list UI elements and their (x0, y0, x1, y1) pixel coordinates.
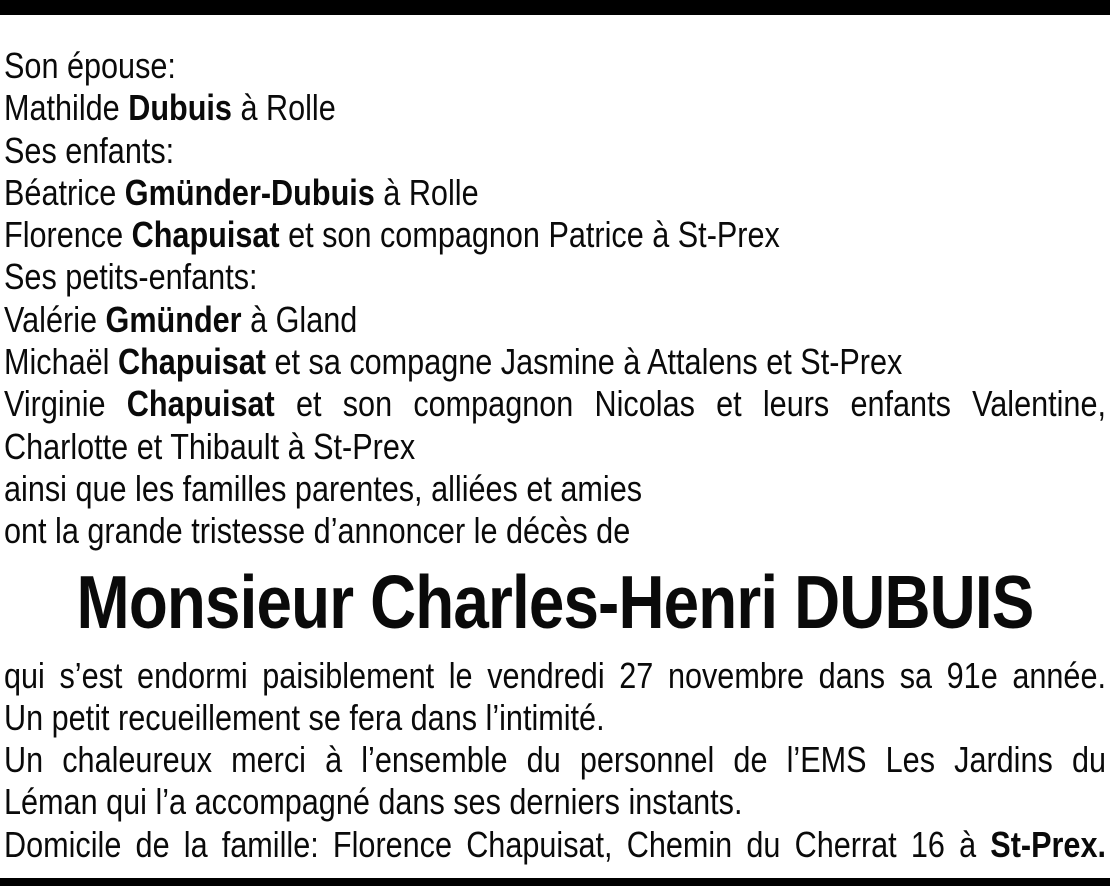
text-segment: Un petit recueillement se fera dans l’intimité. (4, 696, 605, 738)
notice-line (4, 510, 1106, 552)
text-segment: et sa compagne Jasmine à Attalens et St-Prex (265, 341, 903, 383)
bottom-border-rule (0, 878, 1110, 886)
deceased-name-title: Monsieur Charles-Henri DUBUIS (76, 559, 1034, 644)
notice-content (4, 45, 1106, 866)
bold-name-segment: Chapuisat (117, 341, 266, 383)
notice-line (4, 87, 1106, 129)
text-segment: Ses petits-enfants: (4, 256, 258, 298)
text-segment: et son compagnon Patrice à St-Prex (279, 214, 780, 256)
bold-name-segment: Dubuis (128, 87, 232, 129)
notice-line (4, 697, 1106, 739)
notice-line (4, 781, 1106, 823)
text-segment: à Rolle (374, 171, 479, 213)
text-segment: Florence (4, 214, 132, 256)
bold-name-segment: Chapuisat (126, 383, 275, 425)
text-segment: ainsi que les familles parentes, alliées et amies (4, 467, 643, 509)
text-segment: ont la grande tristesse d’annoncer le décès de (4, 510, 631, 552)
text-segment: à Rolle (231, 87, 336, 129)
text-segment: Léman qui l’a accompagné dans ses derniers instants. (4, 781, 743, 823)
bold-name-segment: St-Prex. (990, 823, 1106, 865)
details-lines-block (4, 655, 1106, 866)
text-segment: qui s’est endormi paisiblement le vendredi 27 novembre dans sa 91e année. (4, 654, 1106, 696)
text-segment: Virginie (4, 383, 127, 425)
text-segment: et son compagnon Nicolas et leurs enfants Valentine, (274, 383, 1106, 425)
text-segment: Mathilde (4, 87, 129, 129)
notice-line (4, 341, 1106, 383)
text-segment: Valérie (4, 298, 106, 340)
notice-line (4, 256, 1106, 298)
notice-line (4, 172, 1106, 214)
family-lines-block (4, 45, 1106, 553)
notice-line (4, 45, 1106, 87)
bold-name-segment: Chapuisat (131, 214, 280, 256)
notice-line (4, 214, 1106, 256)
notice-line (4, 299, 1106, 341)
text-segment: Un chaleureux merci à l’ensemble du personnel de l’EMS Les Jardins du (4, 739, 1106, 781)
text-segment: Domicile de la famille: Florence Chapuisat, Chemin du Cherrat 16 à (4, 823, 991, 865)
bold-name-segment: Gmünder-Dubuis (124, 171, 375, 213)
text-segment: Charlotte et Thibault à St-Prex (4, 425, 416, 467)
notice-line (4, 739, 1106, 781)
text-segment: Son épouse: (4, 45, 176, 86)
notice-line (4, 426, 1106, 468)
notice-line (4, 468, 1106, 510)
text-segment: Michaël (4, 341, 118, 383)
top-border-rule (0, 0, 1110, 15)
notice-line (4, 383, 1106, 425)
text-segment: Ses enfants: (4, 129, 175, 171)
notice-line (4, 130, 1106, 172)
text-segment: Béatrice (4, 171, 125, 213)
notice-line (4, 655, 1106, 697)
bold-name-segment: Gmünder (105, 298, 242, 340)
text-segment: à Gland (241, 298, 358, 340)
notice-line (4, 824, 1106, 866)
